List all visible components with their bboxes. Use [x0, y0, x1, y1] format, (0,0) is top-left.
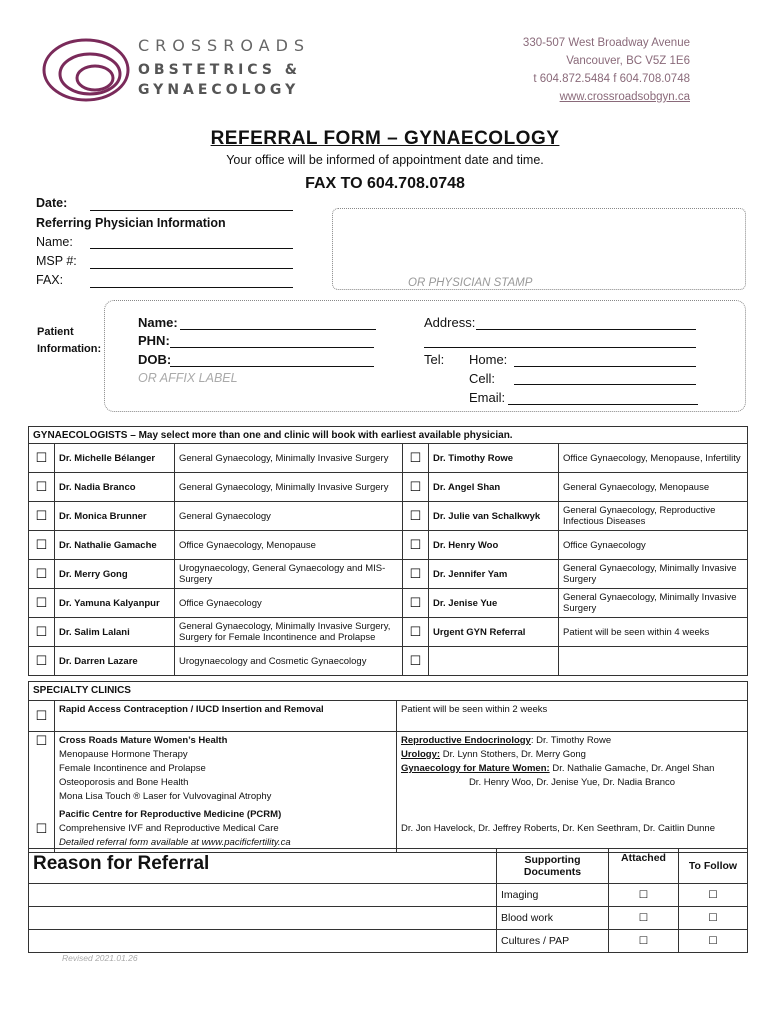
bloodwork-follow-checkbox[interactable]: ☐ — [679, 907, 748, 930]
left-physician-specialty: Office Gynaecology, Menopause — [175, 531, 403, 560]
right-physician-checkbox[interactable]: ☐ — [403, 444, 429, 473]
gmw-value: Dr. Nathalie Gamache, Dr. Angel Shan — [549, 763, 715, 774]
patient-label-2: Information: — [37, 343, 102, 355]
physician-name-field[interactable] — [90, 248, 293, 249]
patient-name-label: Name: — [138, 315, 178, 330]
supporting-docs-header: Supporting Documents — [497, 849, 609, 884]
left-physician-name: Dr. Merry Gong — [55, 560, 175, 589]
left-physician-checkbox[interactable]: ☐ — [29, 531, 55, 560]
mature-clinic-doctors — [397, 732, 748, 807]
logo-line-2: OBSTETRICS & — [138, 62, 302, 78]
msp-label: MSP #: — [36, 254, 77, 268]
bloodwork-attached-checkbox[interactable]: ☐ — [609, 907, 679, 930]
tel-label: Tel: — [424, 352, 445, 367]
doc-bloodwork-label: Blood work — [497, 907, 609, 930]
mature-item: Menopause Hormone Therapy — [59, 749, 188, 760]
doc-cultures-label: Cultures / PAP — [497, 930, 609, 953]
left-physician-specialty: General Gynaecology — [175, 502, 403, 531]
gynaecologist-row — [29, 560, 748, 589]
gynaecologist-row — [29, 473, 748, 502]
left-physician-checkbox[interactable]: ☐ — [29, 473, 55, 502]
mature-checkbox[interactable]: ☐ — [29, 732, 55, 807]
right-physician-specialty: General Gynaecology, Menopause — [559, 473, 748, 502]
right-physician-specialty: General Gynaecology, Minimally Invasive Surgery — [559, 589, 748, 618]
right-physician-specialty: Patient will be seen within 4 weeks — [559, 618, 748, 647]
phn-field[interactable] — [170, 347, 374, 348]
gynaecologists-header: GYNAECOLOGISTS – May select more than one and clinic will book with earliest available physician. — [29, 427, 748, 444]
right-physician-checkbox[interactable]: ☐ — [403, 618, 429, 647]
reason-table — [28, 848, 748, 953]
left-physician-checkbox[interactable]: ☐ — [29, 618, 55, 647]
gynaecologist-row — [29, 444, 748, 473]
mature-item: Female Incontinence and Prolapse — [59, 763, 206, 774]
right-physician-name: Dr. Jennifer Yam — [429, 560, 559, 589]
gynaecologist-row — [29, 618, 748, 647]
address-label: Address: — [424, 315, 476, 330]
cell-label: Cell: — [469, 371, 496, 386]
left-physician-name: Dr. Darren Lazare — [55, 647, 175, 676]
right-physician-name: Dr. Angel Shan — [429, 473, 559, 502]
physician-stamp-box[interactable] — [332, 208, 746, 290]
right-physician-name: Dr. Timothy Rowe — [429, 444, 559, 473]
mature-title: Cross Roads Mature Women’s Health — [59, 735, 228, 746]
left-physician-name: Dr. Nathalie Gamache — [55, 531, 175, 560]
phone-fax: t 604.872.5484 f 604.708.0748 — [533, 73, 690, 85]
patient-name-field[interactable] — [180, 329, 376, 330]
logo-line-3: GYNAECOLOGY — [138, 82, 300, 98]
home-phone-field[interactable] — [514, 366, 696, 367]
logo — [40, 34, 320, 104]
attached-header: Attached — [609, 849, 679, 884]
right-physician-checkbox[interactable]: ☐ — [403, 473, 429, 502]
right-physician-specialty: Office Gynaecology — [559, 531, 748, 560]
right-physician-checkbox[interactable]: ☐ — [403, 502, 429, 531]
email-label: Email: — [469, 390, 506, 405]
form-subtitle: Your office will be informed of appointment date and time. — [226, 153, 544, 167]
clinic-address — [523, 34, 690, 106]
cultures-follow-checkbox[interactable]: ☐ — [679, 930, 748, 953]
cell-phone-field[interactable] — [514, 384, 696, 385]
reason-title: Reason for Referral — [29, 849, 497, 884]
right-physician-checkbox[interactable]: ☐ — [403, 589, 429, 618]
patient-label-1: Patient — [37, 326, 74, 338]
gynaecologist-row — [29, 531, 748, 560]
pcrm-checkbox[interactable]: ☐ — [29, 806, 55, 853]
phn-label: PHN: — [138, 333, 170, 348]
left-physician-specialty: General Gynaecology, Minimally Invasive Surgery — [175, 473, 403, 502]
form-title-block — [0, 128, 770, 193]
date-field[interactable] — [90, 210, 293, 211]
date-label: Date: — [36, 196, 68, 210]
left-physician-name: Dr. Monica Brunner — [55, 502, 175, 531]
website-link[interactable]: www.crossroadsobgyn.ca — [559, 91, 690, 103]
right-physician-specialty: Office Gynaecology, Menopause, Infertility — [559, 444, 748, 473]
address-line-2: Vancouver, BC V5Z 1E6 — [566, 55, 690, 67]
right-physician-name: Urgent GYN Referral — [429, 618, 559, 647]
right-physician-name: Dr. Jenise Yue — [429, 589, 559, 618]
to-follow-header: To Follow — [679, 849, 748, 884]
left-physician-checkbox[interactable]: ☐ — [29, 502, 55, 531]
mature-item: Mona Lisa Touch ® Laser for Vulvovaginal Atrophy — [59, 791, 272, 802]
rac-note: Patient will be seen within 2 weeks — [397, 701, 748, 732]
affix-label: OR AFFIX LABEL — [138, 371, 238, 385]
specialty-clinics-table — [28, 681, 748, 853]
dob-label: DOB: — [138, 352, 172, 367]
pcrm-line-1: Comprehensive IVF and Reproductive Medical Care — [59, 823, 279, 834]
left-physician-checkbox[interactable]: ☐ — [29, 560, 55, 589]
gynaecologist-row — [29, 647, 748, 676]
address-field-1[interactable] — [476, 329, 696, 330]
endo-value: : Dr. Timothy Rowe — [530, 735, 612, 746]
dob-field[interactable] — [170, 366, 374, 367]
physician-name-label: Name: — [36, 235, 73, 249]
left-physician-name: Dr. Yamuna Kalyanpur — [55, 589, 175, 618]
reason-field-3[interactable] — [29, 930, 497, 953]
left-physician-checkbox[interactable]: ☐ — [29, 589, 55, 618]
right-physician-specialty: General Gynaecology, Reproductive Infectious Diseases — [559, 502, 748, 531]
logo-rings-icon — [40, 34, 130, 104]
gynaecologist-row — [29, 589, 748, 618]
address-field-2[interactable] — [424, 347, 696, 348]
referring-physician-label: Referring Physician Information — [36, 216, 226, 230]
imaging-follow-checkbox[interactable]: ☐ — [679, 884, 748, 907]
pcrm-info — [55, 806, 397, 853]
gynaecologists-table — [28, 426, 748, 676]
uro-value: Dr. Lynn Stothers, Dr. Merry Gong — [440, 749, 586, 760]
doc-imaging-label: Imaging — [497, 884, 609, 907]
left-physician-specialty: Office Gynaecology — [175, 589, 403, 618]
right-physician-name — [429, 647, 559, 676]
msp-field[interactable] — [90, 268, 293, 269]
right-physician-checkbox[interactable]: ☐ — [403, 560, 429, 589]
left-physician-name: Dr. Michelle Bélanger — [55, 444, 175, 473]
gynaecologist-row — [29, 502, 748, 531]
email-field[interactable] — [508, 404, 698, 405]
home-label: Home: — [469, 352, 508, 367]
rac-checkbox[interactable]: ☐ — [29, 701, 55, 732]
physician-fax-field[interactable] — [90, 287, 293, 288]
logo-line-1: CROSSROADS — [138, 36, 311, 55]
form-title: REFERRAL FORM – GYNAECOLOGY — [210, 128, 560, 149]
pcrm-doctors: Dr. Jon Havelock, Dr. Jeffrey Roberts, Dr. Ken Seethram, Dr. Caitlin Dunne — [397, 806, 748, 853]
left-physician-name: Dr. Nadia Branco — [55, 473, 175, 502]
specialty-header: SPECIALTY CLINICS — [29, 682, 748, 701]
right-physician-name: Dr. Julie van Schalkwyk — [429, 502, 559, 531]
left-physician-name: Dr. Salim Lalani — [55, 618, 175, 647]
fax-number: FAX TO 604.708.0748 — [305, 175, 465, 192]
imaging-attached-checkbox[interactable]: ☐ — [609, 884, 679, 907]
physician-stamp-label: OR PHYSICIAN STAMP — [408, 277, 533, 289]
cultures-attached-checkbox[interactable]: ☐ — [609, 930, 679, 953]
right-physician-specialty: General Gynaecology, Minimally Invasive Surgery — [559, 560, 748, 589]
left-physician-specialty: Urogynaecology and Cosmetic Gynaecology — [175, 647, 403, 676]
pcrm-title: Pacific Centre for Reproductive Medicine (PCRM) — [59, 809, 282, 820]
revised-date: Revised 2021.01.26 — [62, 953, 138, 963]
reason-field-1[interactable] — [29, 884, 497, 907]
pcrm-line-2: Detailed referral form available at www.pacificfertility.ca — [59, 837, 291, 848]
right-physician-name: Dr. Henry Woo — [429, 531, 559, 560]
endo-label: Reproductive Endocrinology — [401, 735, 531, 746]
rac-title: Rapid Access Contraception / IUCD Insertion and Removal — [55, 701, 397, 732]
left-physician-specialty: Urogynaecology, General Gynaecology and MIS-Surgery — [175, 560, 403, 589]
address-line-1: 330-507 West Broadway Avenue — [522, 37, 690, 49]
right-physician-specialty — [559, 647, 748, 676]
reason-field-2[interactable] — [29, 907, 497, 930]
right-physician-checkbox[interactable]: ☐ — [403, 647, 429, 676]
mature-item: Osteoporosis and Bone Health — [59, 777, 189, 788]
left-physician-specialty: General Gynaecology, Minimally Invasive Surgery — [175, 444, 403, 473]
left-physician-specialty: General Gynaecology, Minimally Invasive Surgery, Surgery for Female Incontinence and Prolapse — [175, 618, 403, 647]
physician-fax-label: FAX: — [36, 273, 64, 287]
left-physician-checkbox[interactable]: ☐ — [29, 647, 55, 676]
gmw-label: Gynaecology for Mature Women: — [401, 763, 550, 774]
right-physician-checkbox[interactable]: ☐ — [403, 531, 429, 560]
uro-label: Urology: — [401, 749, 441, 760]
gmw-value-2: Dr. Henry Woo, Dr. Jenise Yue, Dr. Nadia Branco — [468, 777, 676, 788]
left-physician-checkbox[interactable]: ☐ — [29, 444, 55, 473]
mature-clinic-info — [55, 732, 397, 807]
